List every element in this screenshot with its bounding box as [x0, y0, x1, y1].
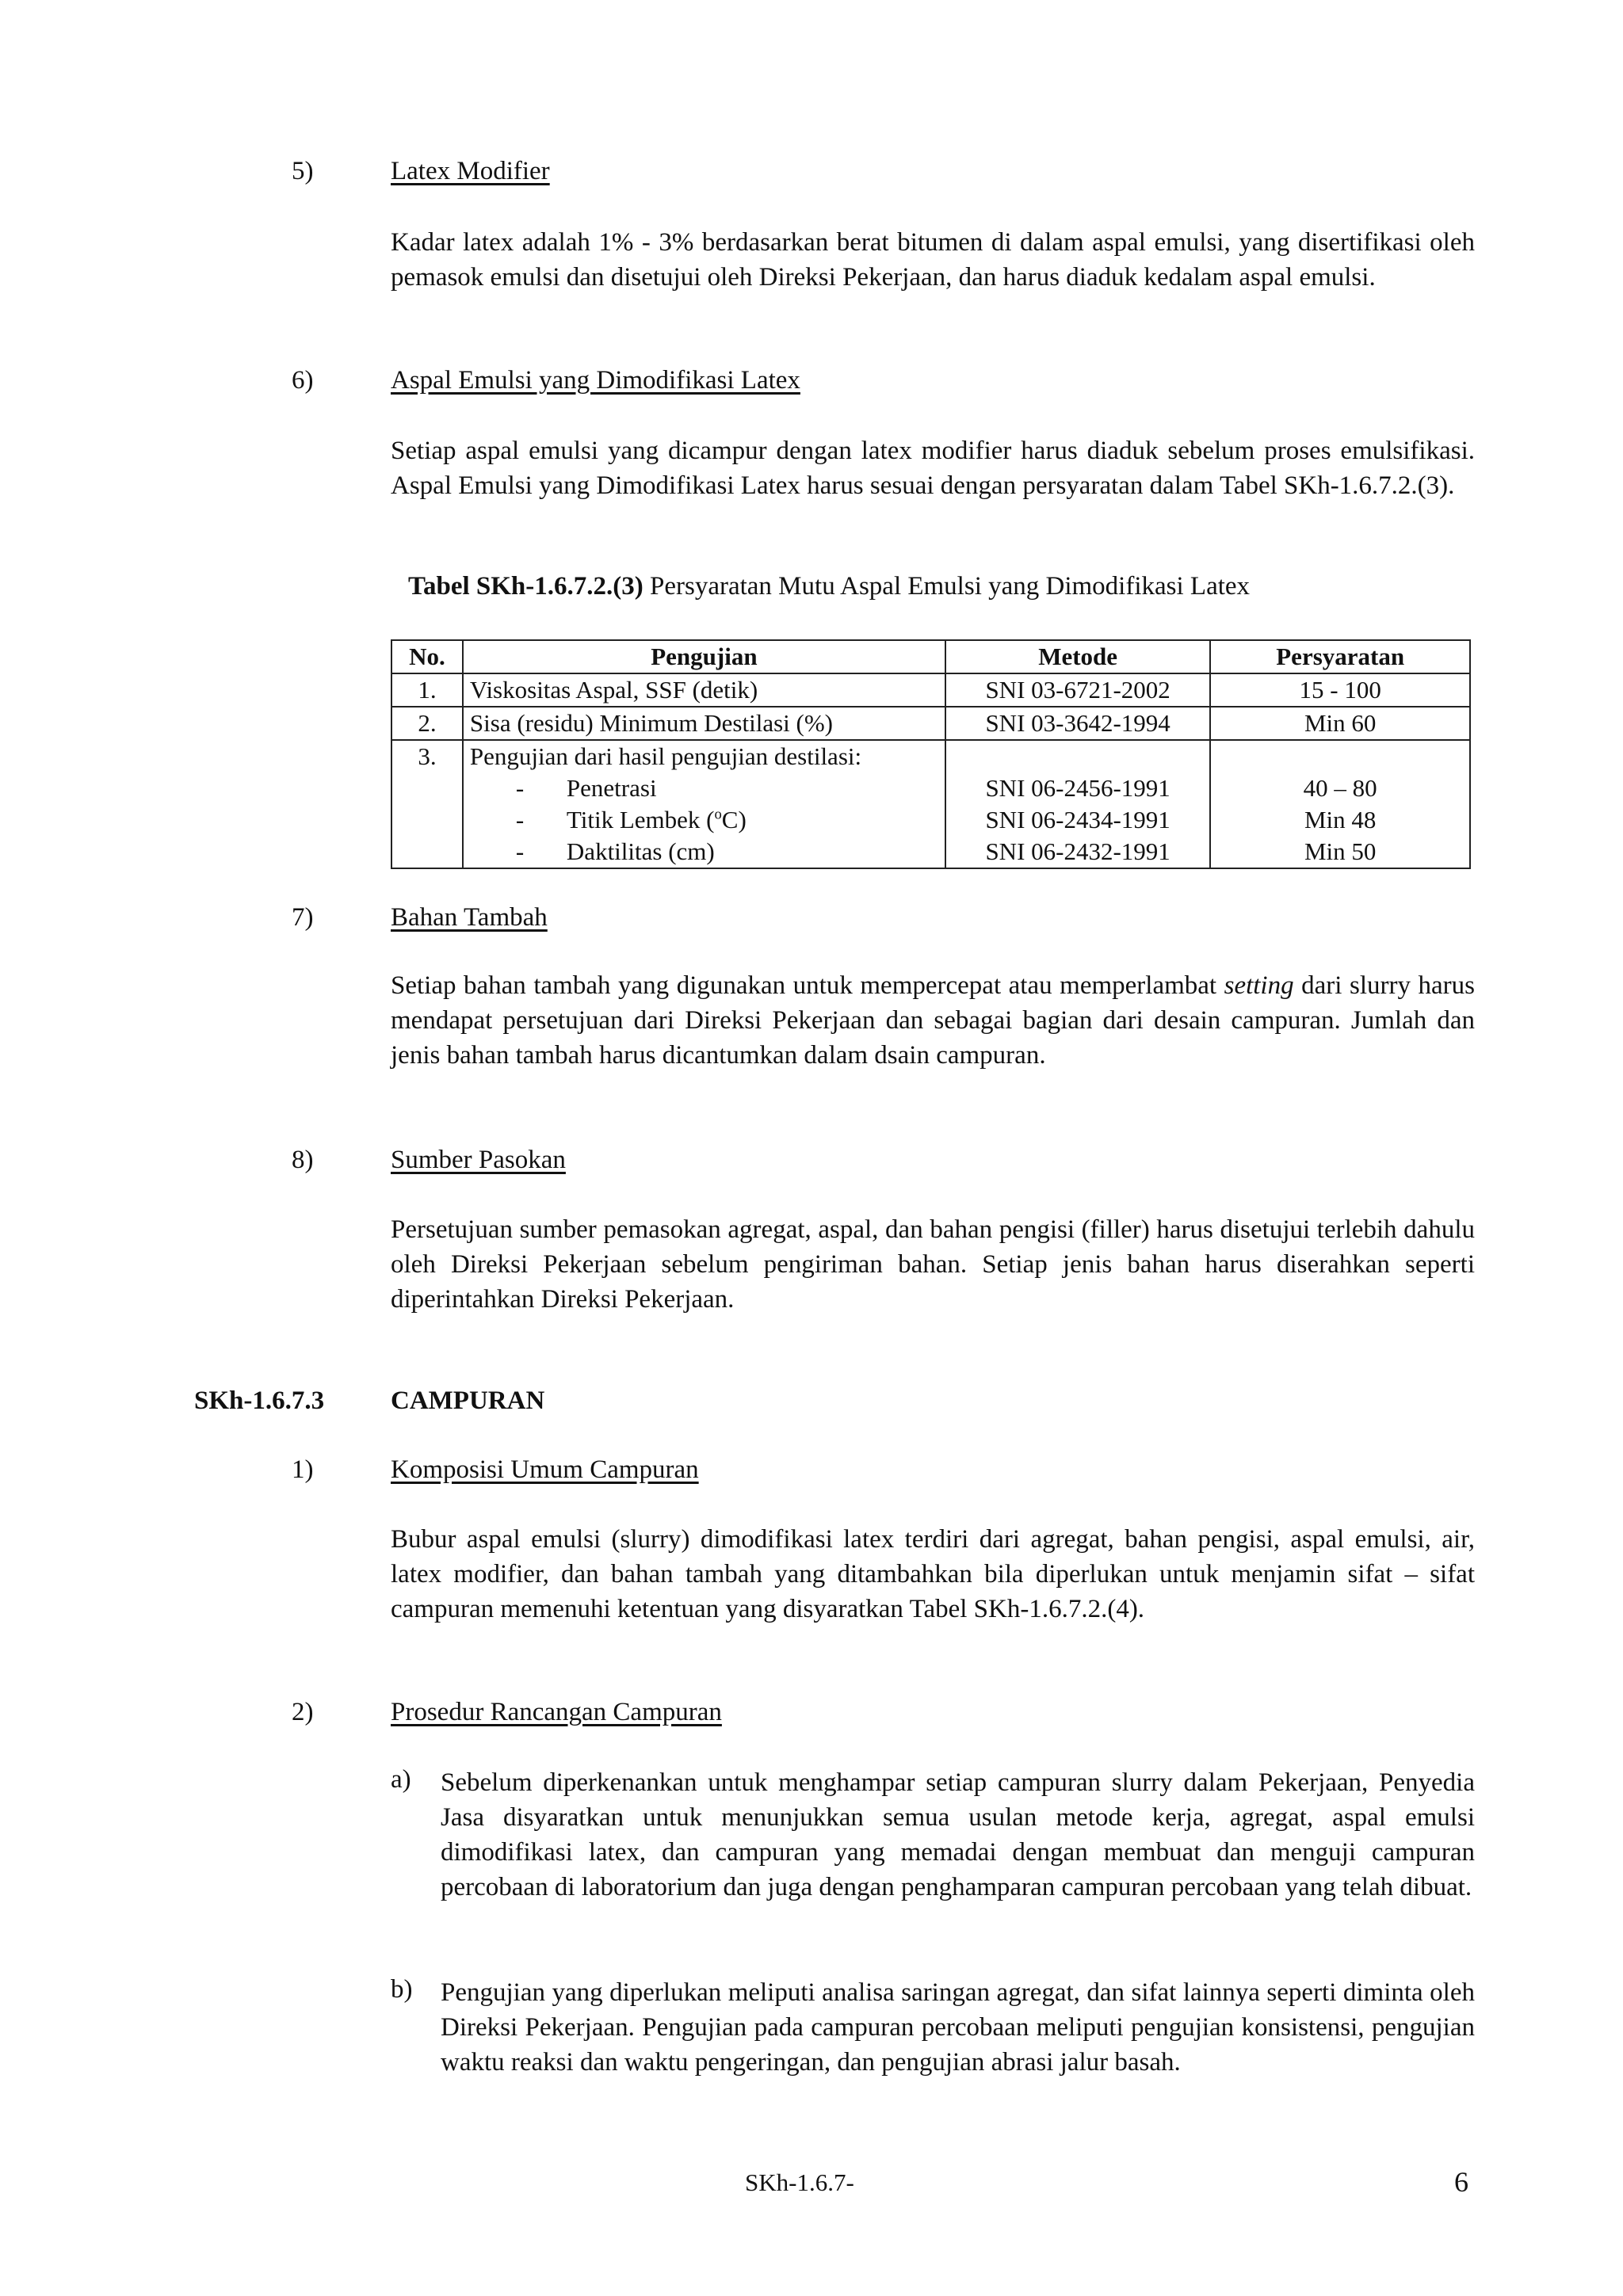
table-header-row	[391, 640, 1470, 673]
cell-test: Viskositas Aspal, SSF (detik)	[463, 673, 945, 707]
cell-method	[945, 740, 1210, 868]
item-number: 7)	[292, 903, 314, 932]
item-number: 2)	[292, 1698, 314, 1726]
table-caption-title: Persyaratan Mutu Aspal Emulsi yang Dimodifikasi Latex	[643, 572, 1251, 601]
item-heading-komposisi: Komposisi Umum Campuran	[391, 1455, 699, 1484]
sub-test-daktilitas	[470, 836, 938, 868]
sub-test-label: Daktilitas (cm)	[566, 837, 715, 865]
table-row	[391, 740, 1470, 868]
degree-superscript: o	[714, 806, 722, 823]
req-daktilitas: Min 50	[1304, 837, 1377, 865]
item-number: 1)	[292, 1455, 314, 1484]
item-heading-latex-modifier: Latex Modifier	[391, 157, 550, 185]
sub-test-label-b: C)	[721, 806, 747, 833]
dash: -	[515, 806, 525, 833]
cell-requirement: Min 60	[1210, 707, 1470, 740]
text: Setiap bahan tambah yang digunakan untuk mempercepat atau memperlambat	[391, 971, 1224, 1000]
emphasis-setting: setting	[1224, 971, 1294, 1000]
item-heading-prosedur: Prosedur Rancangan Campuran	[391, 1698, 722, 1726]
header-no: No.	[391, 640, 463, 673]
item-heading-aspal-emulsi: Aspal Emulsi yang Dimodifikasi Latex	[391, 366, 800, 395]
req-penetrasi: 40 – 80	[1303, 774, 1377, 802]
sub-test-label-a: Titik Lembek (	[566, 806, 715, 833]
cell-method: SNI 03-6721-2002	[945, 673, 1210, 707]
header-method: Metode	[945, 640, 1210, 673]
paragraph-bahan-tambah	[391, 968, 1475, 1073]
cell-no: 1.	[391, 673, 463, 707]
table-row	[391, 707, 1470, 740]
cell-test: Sisa (residu) Minimum Destilasi (%)	[463, 707, 945, 740]
cell-requirement: 15 - 100	[1210, 673, 1470, 707]
subitem-label: a)	[391, 1765, 411, 1794]
section-title: CAMPURAN	[391, 1386, 545, 1415]
cell-requirement	[1210, 740, 1470, 868]
requirements-table	[391, 639, 1471, 869]
cell-test-title: Pengujian dari hasil pengujian destilasi:	[469, 742, 862, 770]
cell-test	[463, 740, 945, 868]
sub-test-label: Penetrasi	[566, 774, 657, 802]
paragraph-komposisi: Bubur aspal emulsi (slurry) dimodifikasi latex terdiri dari agregat, bahan pengisi, aspal emulsi, air, latex modifier, dan bahan tambah yang ditambahkan bila diperlukan untuk menjamin sifat – sifat campuran memenuhi ketentuan yang disyaratkan Tabel SKh-1.6.7.2.(4).	[391, 1525, 1475, 1623]
page-number: 6	[1454, 2166, 1468, 2198]
item-number: 8)	[292, 1146, 314, 1174]
item-heading-bahan-tambah: Bahan Tambah	[391, 903, 548, 932]
sub-test-titik-lembek	[470, 804, 938, 836]
item-number: 6)	[292, 366, 314, 395]
item-number: 5)	[292, 157, 314, 185]
footer-code: SKh-1.6.7-	[745, 2168, 854, 2196]
paragraph-latex-modifier: Kadar latex adalah 1% - 3% berdasarkan berat bitumen di dalam aspal emulsi, yang disertifikasi oleh pemasok emulsi dan disetujui oleh Direksi Pekerjaan, dan harus diaduk kedalam aspal emulsi.	[391, 228, 1475, 292]
paragraph-sumber-pasokan: Persetujuan sumber pemasokan agregat, aspal, dan bahan pengisi (filler) harus disetujui terlebih dahulu oleh Direksi Pekerjaan sebelum pengiriman bahan. Setiap jenis bahan harus diserahkan seperti diperintahkan Direksi Pekerjaan.	[391, 1215, 1475, 1314]
subitem-label: b)	[391, 1975, 413, 2004]
method-titik-lembek: SNI 06-2434-1991	[985, 806, 1170, 833]
dash: -	[515, 837, 525, 865]
item-heading-sumber-pasokan: Sumber Pasokan	[391, 1146, 566, 1174]
text: dari slurry harus mendapat persetujuan dari Direksi Pekerjaan dan sebagai bagian dari desain campuran. Jumlah dan jenis bahan tambah harus dicantumkan dalam dsain campuran.	[391, 971, 1475, 1070]
section-code: SKh-1.6.7.3	[194, 1386, 325, 1415]
paragraph-prosedur-b: Pengujian yang diperlukan meliputi analisa saringan agregat, dan sifat lainnya seperti diminta oleh Direksi Pekerjaan. Pengujian pada campuran percobaan meliputi pengujian konsistensi, pengujian waktu reaksi dan waktu pengeringan, dan pengujian abrasi jalur basah.	[441, 1978, 1475, 2077]
dash: -	[515, 774, 525, 802]
paragraph-prosedur-a: Sebelum diperkenankan untuk menghampar setiap campuran slurry dalam Pekerjaan, Penyedia Jasa disyaratkan untuk menunjukkan semua usulan metode kerja, agregat, aspal emulsi dimodifikasi latex, dan campuran yang memadai dengan membuat dan menguji campuran percobaan di laboratorium dan juga dengan penghamparan campuran percobaan yang telah dibuat.	[441, 1768, 1475, 1901]
sub-test-penetrasi	[470, 772, 938, 804]
cell-no: 3.	[391, 740, 463, 868]
table-row	[391, 673, 1470, 707]
req-titik-lembek: Min 48	[1304, 806, 1377, 833]
method-daktilitas: SNI 06-2432-1991	[985, 837, 1170, 865]
header-requirement: Persyaratan	[1210, 640, 1470, 673]
paragraph-aspal-emulsi: Setiap aspal emulsi yang dicampur dengan latex modifier harus diaduk sebelum proses emulsifikasi. Aspal Emulsi yang Dimodifikasi Latex harus sesuai dengan persyaratan dalam Tabel SKh-1.6.7.2.(3).	[391, 437, 1475, 500]
cell-no: 2.	[391, 707, 463, 740]
header-test: Pengujian	[463, 640, 945, 673]
method-penetrasi: SNI 06-2456-1991	[985, 774, 1170, 802]
cell-method: SNI 03-3642-1994	[945, 707, 1210, 740]
table-caption	[408, 572, 1250, 601]
table-caption-number: Tabel SKh-1.6.7.2.(3)	[408, 572, 643, 601]
